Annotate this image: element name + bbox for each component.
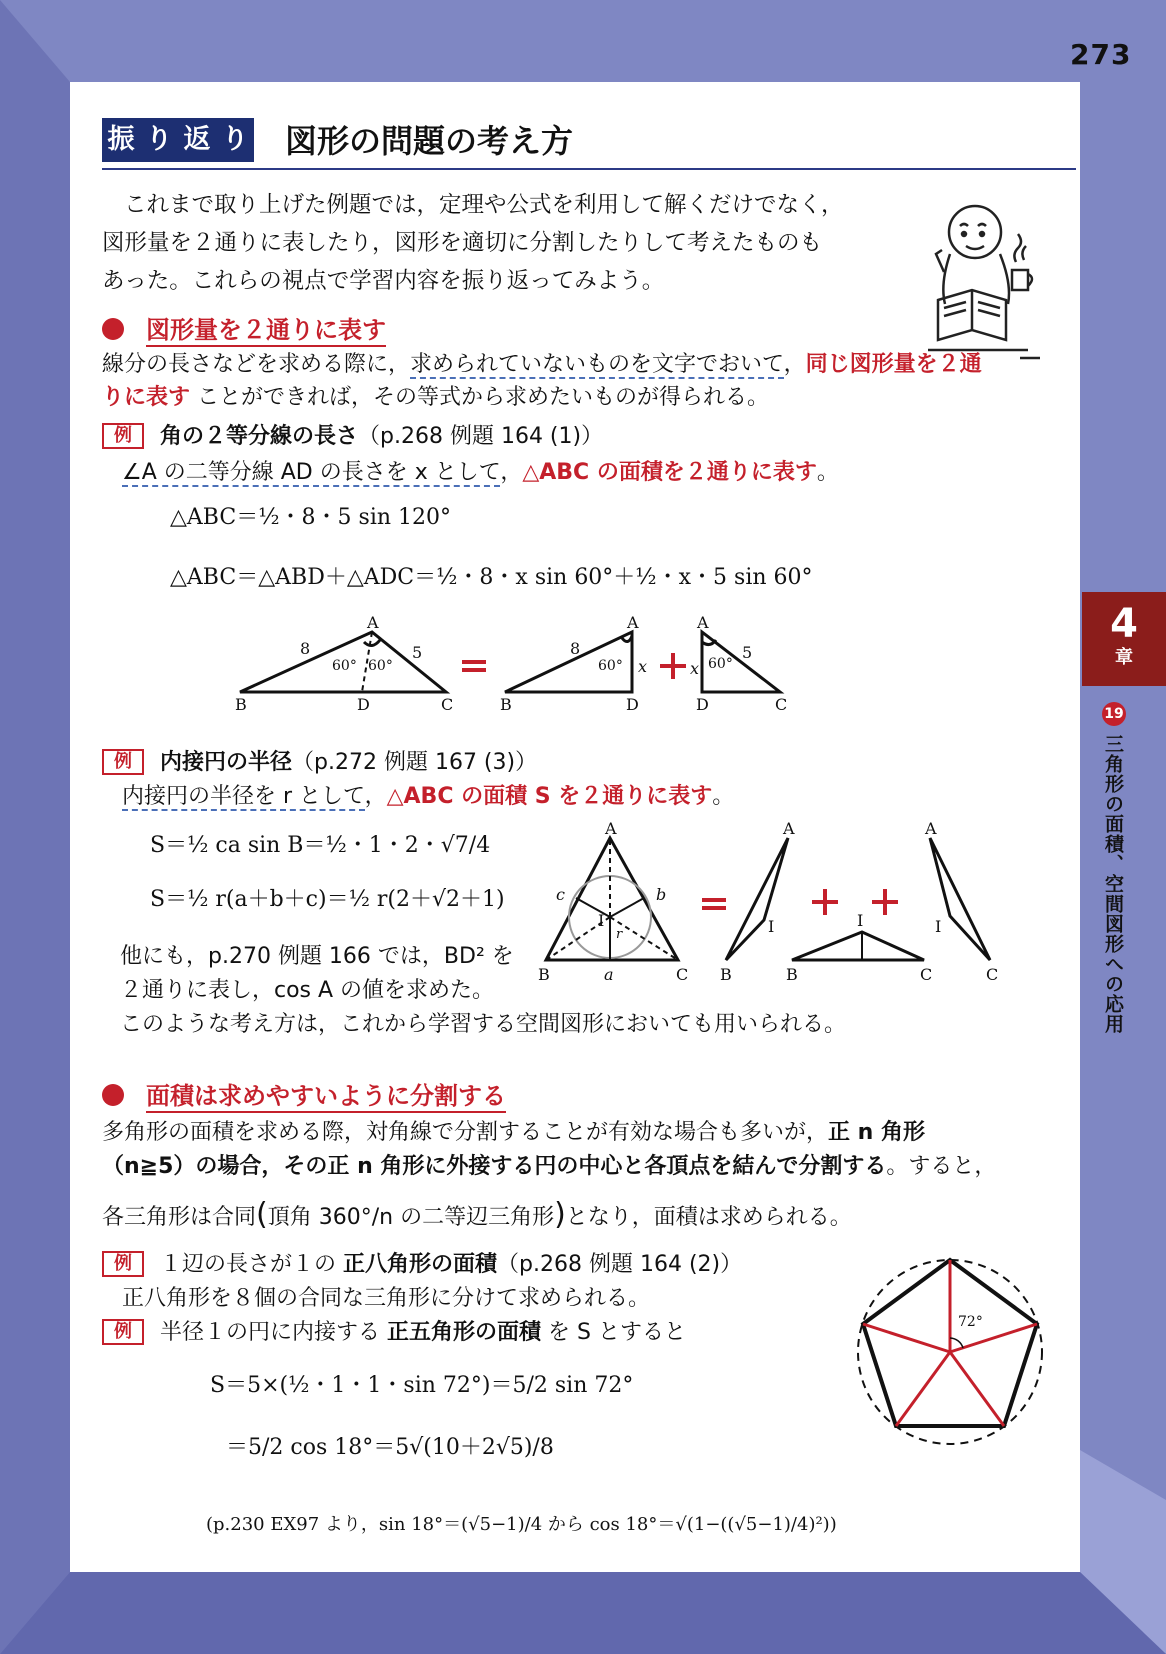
label-angle: 60° [368,658,393,674]
label-side: 5 [742,643,753,662]
section2-text-bold: 正 n 角形 [828,1120,925,1145]
label-d: D [696,695,709,712]
label-a-side: a [604,965,614,984]
section2-example1-title [102,1248,742,1281]
example-red-text: △ABC の面積を２通りに表す [522,460,817,485]
example-title: 正八角形の面積 [343,1252,498,1277]
equation-area-1: △ABC＝½・8・5 sin 120° [170,505,452,530]
note-line: ２通りに表し，cos A の値を求めた。 [120,978,495,1003]
label-x: x [690,659,700,678]
section2-text-3: 各三角形は合同(頂角 360°/n の二等辺三角形)となり，面積は求められる。 [102,1197,852,1232]
label-angle: 60° [332,658,357,674]
label-r: r [616,927,623,942]
intro-line: これまで取り上げた例題では，定理や公式を利用して解くだけでなく， [124,192,844,218]
example-title: 正五角形の面積 [387,1320,542,1345]
example-text: 。 [816,460,839,485]
section2-text-part: 各三角形は合同 [102,1205,257,1230]
section1-text-2 [102,381,769,414]
note-line: このような考え方は，これから学習する空間図形においても用いられる。 [120,1012,847,1037]
page-title: 図形の問題の考え方 [285,122,574,160]
note-line: 他にも，p.270 例題 166 では，BD² を [120,944,514,969]
section2-text-1 [102,1116,925,1149]
example-title-post: を S とすると [548,1320,686,1345]
example-title-pre: 半径１の円に内接する [160,1320,381,1345]
section1-text-part: 線分の長さなどを求める際に， [102,352,411,377]
label-i: I [857,911,864,930]
label-a: A [925,820,937,838]
label-b: B [500,695,512,712]
label-a: A [605,820,617,838]
section1-text [102,348,982,381]
section1-heading [102,310,386,345]
equation-area-4: S＝½ r(a＋b＋c)＝½ r(2＋√2＋1) [150,887,505,912]
chapter-label: 章 [1115,647,1133,668]
example-tag: 例 [102,1251,144,1277]
bullet-dot [102,1084,124,1106]
label-angle: 60° [708,656,733,672]
section1-heading-text: 図形量を２通りに表す [146,316,386,347]
label-c: C [920,965,933,984]
review-badge [102,118,254,162]
section1-example2-title [102,746,537,779]
section2-example2-title [102,1316,686,1349]
example-dashed-text: ∠A の二等分線 AD の長さを x として [122,460,501,485]
section2-text-2 [102,1150,996,1183]
example-tag: 例 [102,423,144,449]
example-ref: （p.268 例題 164 (2)） [497,1252,743,1277]
label-c: C [986,965,999,984]
label-i: I [935,917,942,936]
intro-line: あった。これらの視点で学習内容を振り返ってみよう。 [102,268,665,294]
example-text: ， [500,460,523,485]
angle-bisector-diagram [230,612,810,712]
label-b: B [786,965,798,984]
label-x: x [638,657,648,676]
intro-line: 図形量を２通りに表したり，図形を適切に分割したりして考えたものも [102,230,823,256]
equation-area-5: S＝5×(½・1・1・sin 72°)＝5/2 sin 72° [210,1373,634,1398]
label-angle: 72° [958,1314,983,1330]
section1-text-part: ， [783,352,806,377]
label-c: C [676,965,689,984]
equation-area-3: S＝½ ca sin B＝½・1・2・√7/4 [150,833,491,858]
example-red-text: △ABC の面積 S を２通りに表す [386,784,713,809]
title-rule [102,168,1076,170]
label-c: C [775,695,788,712]
label-i: I [768,917,775,936]
example-text: ， [364,784,387,809]
label-side: 8 [300,639,311,658]
badge-char: り [221,124,249,155]
label-d: D [357,695,370,712]
page-content [70,82,1080,1572]
section1-text-dashed: 求められていないものを文字でおいて [410,352,784,377]
section2-text-part: となり，面積は求められる。 [565,1205,852,1230]
label-side: 8 [570,639,581,658]
example-ref: （p.268 例題 164 (1)） [358,424,604,449]
equation-area-2: △ABC＝△ABD＋△ADC＝½・8・x sin 60°＋½・x・5 sin 60° [170,565,813,590]
label-c: C [441,695,454,712]
label-a: A [697,613,709,632]
section2-text-part: 多角形の面積を求める際，対角線で分割することが有効な場合も多いが， [102,1120,829,1145]
badge-char: 返 [183,124,211,155]
label-i: I [598,911,605,930]
section2-example1-line: 正八角形を８個の合同な三角形に分けて求められる。 [122,1286,651,1311]
intro-text [102,186,902,300]
section1-text-red: 同じ図形量を２通 [805,352,982,377]
label-b-side: b [656,885,667,904]
badge-char: 振 [107,124,135,155]
section1-example2-line [122,780,734,813]
example-ref: （p.272 例題 167 (3)） [292,750,538,775]
chapter-tab [1082,592,1166,686]
label-b: B [720,965,732,984]
badge-char: り [145,124,173,155]
label-side: 5 [412,643,423,662]
section2-text-paren: 頂角 360°/n の二等辺三角形 [267,1205,555,1230]
bullet-dot [102,318,124,340]
incircle-diagram [530,820,1030,990]
page-number: 273 [1070,38,1132,71]
section1-text-red: りに表す [102,385,191,410]
label-a: A [367,613,379,632]
equation-area-7: (p.230 EX97 より，sin 18°＝(√5−1)/4 から cos 18°＝√(1−((√5−1)/4)²)) [206,1514,837,1535]
example-tag: 例 [102,749,144,775]
example-title: 角の２等分線の長さ [160,424,359,449]
section-title: 三角形の面積、空間図形への応用 [1102,734,1124,1034]
label-a: A [783,820,795,838]
equation-area-6: ＝5/2 cos 18°＝5√(10＋2√5)/8 [226,1435,554,1460]
section2-text-part: 。すると， [886,1154,997,1179]
section2-text-bold: （n≧5）の場合，その正 n 角形に外接する円の中心と各頂点を結んで分割する [102,1154,887,1179]
example-text: 。 [712,784,735,809]
pentagon-diagram [850,1252,1050,1452]
label-a: A [627,613,639,632]
section-marker: 19 [1102,702,1126,726]
section1-text-part: ことができれば，その等式から求めたいものが得られる。 [197,385,770,410]
label-angle: 60° [598,658,623,674]
section2-heading [102,1076,506,1111]
label-c-side: c [556,885,565,904]
label-d: D [626,695,639,712]
chapter-number: 4 [1110,601,1138,647]
section1-example1-line [122,456,839,489]
example-dashed-text: 内接円の半径を r として [122,784,365,809]
example-title-pre: １辺の長さが１の [160,1252,337,1277]
example-title: 内接円の半径 [160,750,293,775]
example-tag: 例 [102,1319,144,1345]
label-b: B [235,695,247,712]
section1-example1-title [102,420,603,453]
section2-heading-text: 面積は求めやすいように分割する [146,1082,506,1113]
label-b: B [538,965,550,984]
